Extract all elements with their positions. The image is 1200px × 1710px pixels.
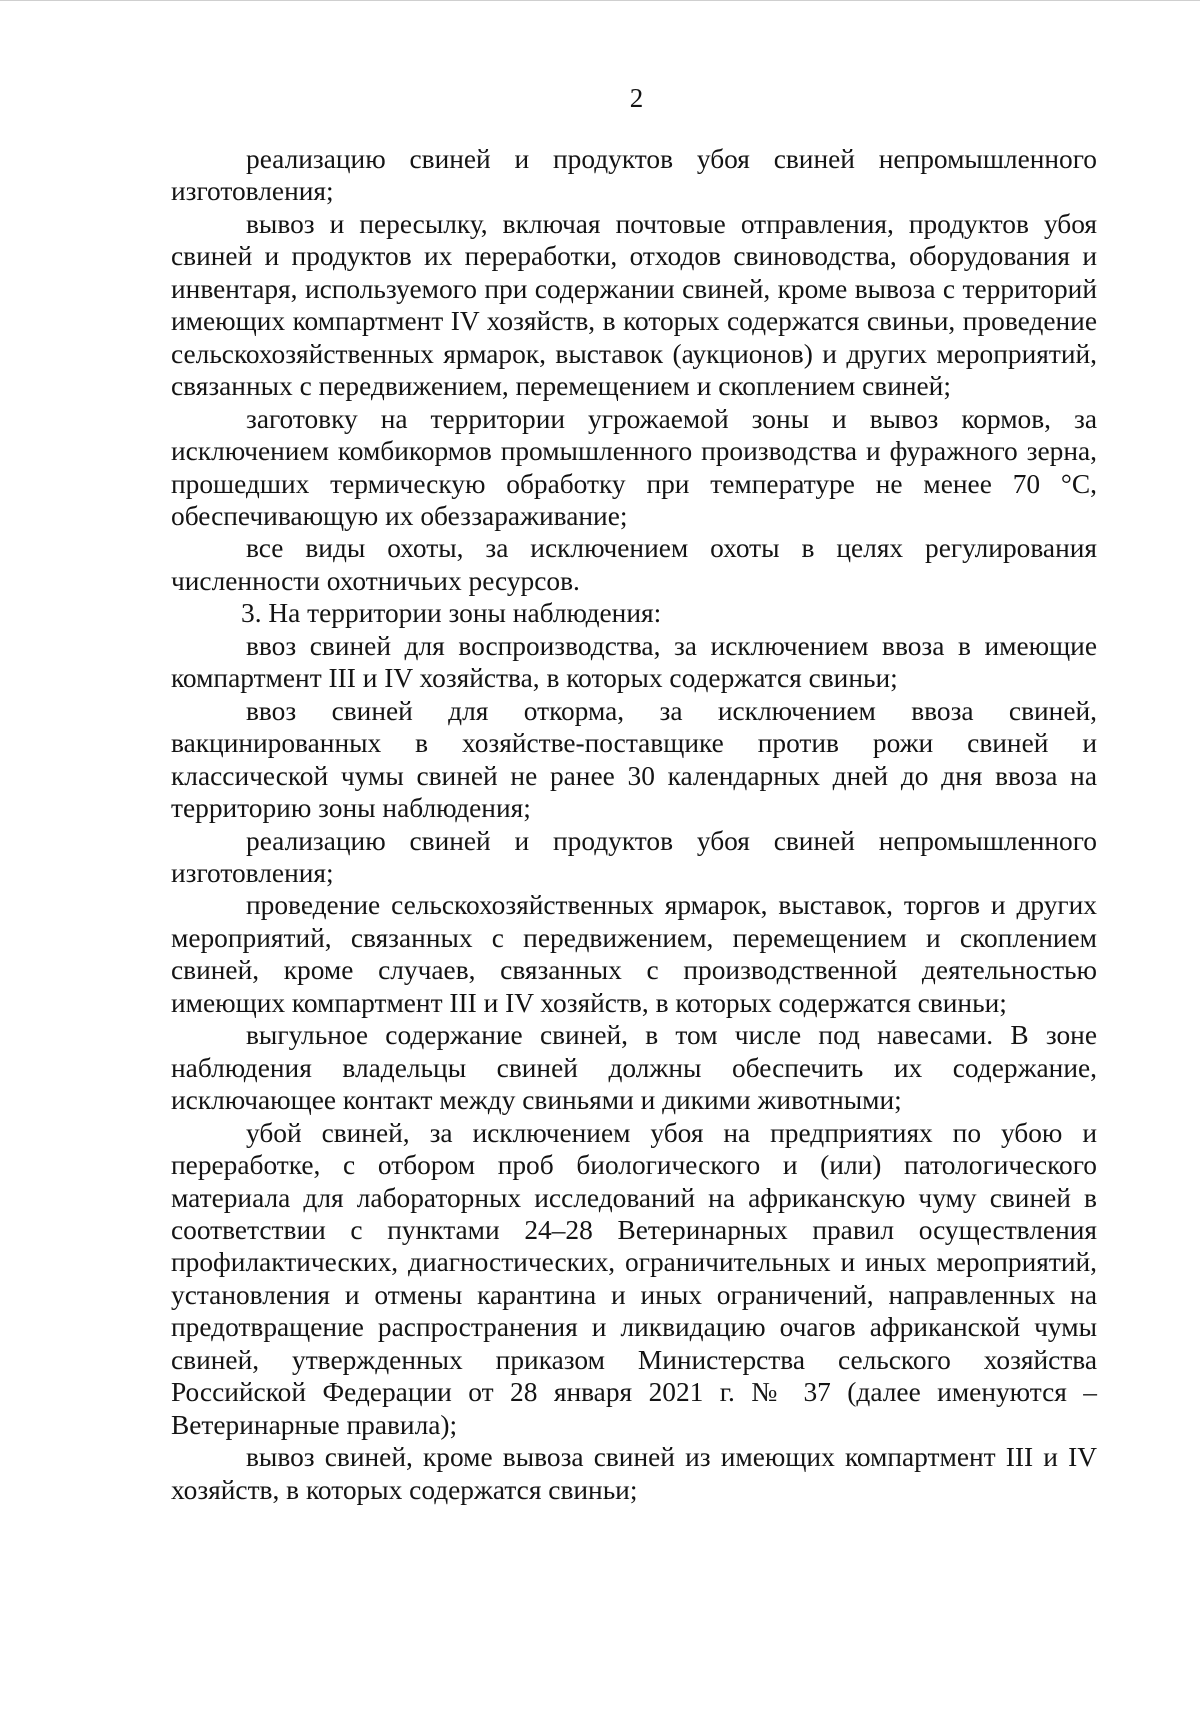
- document-body: [171, 143, 1097, 1506]
- paragraph-import-for-breeding: ввоз свиней для воспроизводства, за исключением ввоза в имеющие компартмент III и IV хозяйства, в которых содержатся свиньи;: [171, 630, 1097, 694]
- paragraph-sale-of-pigs-observation: реализацию свиней и продуктов убоя свиней непромышленного изготовления;: [171, 825, 1097, 888]
- paragraph-free-range-keeping: выгульное содержание свиней, в том числе под навесами. В зоне наблюдения владельцы свиней должны обеспечить их содержание, исключающее контакт между свиньями и дикими животными;: [171, 1020, 1097, 1116]
- page-number: 2: [629, 83, 644, 113]
- paragraph-export-of-pigs: вывоз свиней, кроме вывоза свиней из имеющих компартмент III и IV хозяйств, в которых содержатся свиньи;: [171, 1442, 1097, 1505]
- paragraph-fairs-and-exhibitions: проведение сельскохозяйственных ярмарок, выставок, торгов и других мероприятий, связанных с передвижением, перемещением и скоплением свиней, кроме случаев, связанных с производственной деятельностью имеющих компартмент III и IV хозяйств, в которых содержатся свиньи;: [171, 890, 1097, 1018]
- section-heading-observation-zone: 3. На территории зоны наблюдения:: [241, 598, 662, 629]
- paragraph-feed-procurement: заготовку на территории угрожаемой зоны и вывоз кормов, за исключением комбикормов промышленного производства и фуражного зерна, прошедших термическую обработку при температуре не менее 70 °С, обеспечивающую их обеззараживание;: [171, 403, 1097, 531]
- paragraph-slaughter: убой свиней, за исключением убоя на предприятиях по убою и переработке, с отбором проб биологического и (или) патологического материала для лабораторных исследований на африканскую чуму свиней в соответствии с пунктами 24–28 Ветеринарных правил осуществления профилактических, диагностических, ограничительных и иных мероприятий, установления и отмены карантина и иных ограничений, направленных на предотвращение распространения и ликвидацию очагов африканской чумы свиней, утвержденных приказом Министерства сельского хозяйства Российской Федерации от 28 января 2021 г. № 37 (далее именуются – Ветеринарные правила);: [171, 1117, 1097, 1440]
- paragraph-import-for-fattening: ввоз свиней для откорма, за исключением ввоза свиней, вакцинированных в хозяйстве-поставщике против рожи свиней и классической чумы свиней не ранее 30 календарных дней до дня ввоза на территорию зоны наблюдения;: [171, 695, 1097, 824]
- paragraph-export-and-shipping: вывоз и пересылку, включая почтовые отправления, продуктов убоя свиней и продуктов их переработки, отходов свиноводства, оборудования и инвентаря, используемого при содержании свиней, кроме вывоза с территорий имеющих компартмент IV хозяйств, в которых содержатся свиньи, проведение сельскохозяйственных ярмарок, выставок (аукционов) и других мероприятий, связанных с передвижением, перемещением и скоплением свиней;: [171, 208, 1097, 402]
- paragraph-hunting: все виды охоты, за исключением охоты в целях регулирования численности охотничьих ресурсов.: [171, 533, 1097, 596]
- paragraph-sale-of-pigs: реализацию свиней и продуктов убоя свиней непромышленного изготовления;: [171, 144, 1097, 207]
